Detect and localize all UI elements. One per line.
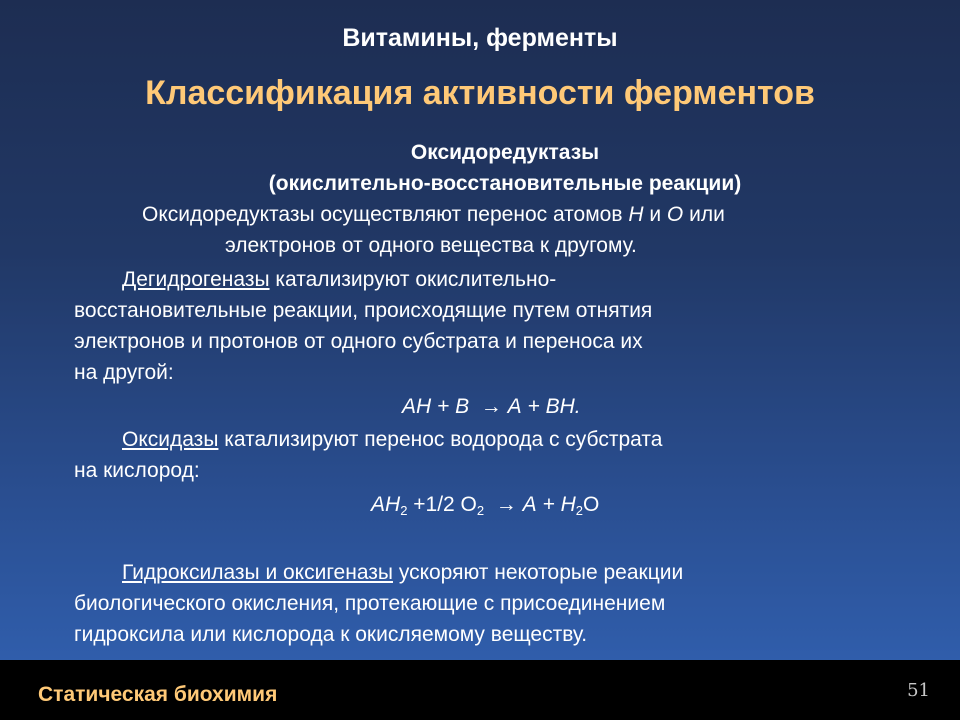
intro-text-a: Оксидоредуктазы осуществляют перенос атомов <box>142 203 629 226</box>
equation-2 <box>371 489 599 520</box>
equation-2-right: А + Н <box>522 493 576 516</box>
oxidases-text: катализируют перенос водорода с субстрата <box>218 428 663 451</box>
equation-1 <box>402 391 581 422</box>
heading-line-1: Оксидоредуктазы <box>410 141 600 164</box>
dehydrogenases-line-4: на другой: <box>74 361 174 384</box>
oxidases-line-1 <box>122 424 662 455</box>
equation-2-sub-1: 2 <box>400 503 408 518</box>
footer-title: Статическая биохимия <box>38 683 278 706</box>
equation-2-ah: АН <box>371 493 401 516</box>
footer-bar <box>0 660 960 720</box>
dehydrogenases-line-2: восстановительные реакции, происходящие путем отнятия <box>74 299 653 322</box>
intro-line-2: электронов от одного вещества к другому. <box>225 234 637 257</box>
atom-h: Н <box>628 203 644 226</box>
equation-1-right: А + ВН. <box>507 395 581 418</box>
slide-topic: Витамины, ферменты <box>342 24 618 52</box>
dehydrogenases-term: Дегидрогеназы <box>122 268 270 291</box>
hydroxylases-line-2: биологического окисления, протекающие с присоединением <box>74 592 666 615</box>
reaction-arrow-icon: → <box>495 493 517 516</box>
atom-o: О <box>666 203 684 226</box>
intro-line-1 <box>142 199 725 230</box>
reaction-arrow-icon: → <box>480 395 502 418</box>
equation-2-water-o: О <box>582 493 600 516</box>
hydroxylases-line-3: гидроксила или кислорода к окисляемому веществу. <box>74 623 588 646</box>
equation-1-left: АН + В <box>402 395 470 418</box>
heading-line-2: (окислительно-восстановительные реакции) <box>268 172 742 195</box>
slide-title: Классификация активности ферментов <box>145 74 815 112</box>
equation-2-sub-3: 2 <box>575 503 583 518</box>
hydroxylases-text: ускоряют некоторые реакции <box>392 561 684 584</box>
section-heading <box>0 137 960 199</box>
oxidases-term: Оксидазы <box>122 428 219 451</box>
intro-text-b: и <box>643 203 667 226</box>
intro-text-c: или <box>683 203 725 226</box>
equation-2-o2: +1/2 О <box>407 493 477 516</box>
page-number: 51 <box>907 680 930 701</box>
equation-2-sub-2: 2 <box>476 503 485 518</box>
dehydrogenases-line-3: электронов и протонов от одного субстрата и переноса их <box>74 330 643 353</box>
hydroxylases-line-1 <box>122 557 683 588</box>
oxidases-line-2: на кислород: <box>74 459 200 482</box>
dehydrogenases-line-1 <box>122 264 556 295</box>
hydroxylases-term: Гидроксилазы и оксигеназы <box>122 561 393 584</box>
dehydrogenases-text: катализируют окислительно- <box>269 268 557 291</box>
